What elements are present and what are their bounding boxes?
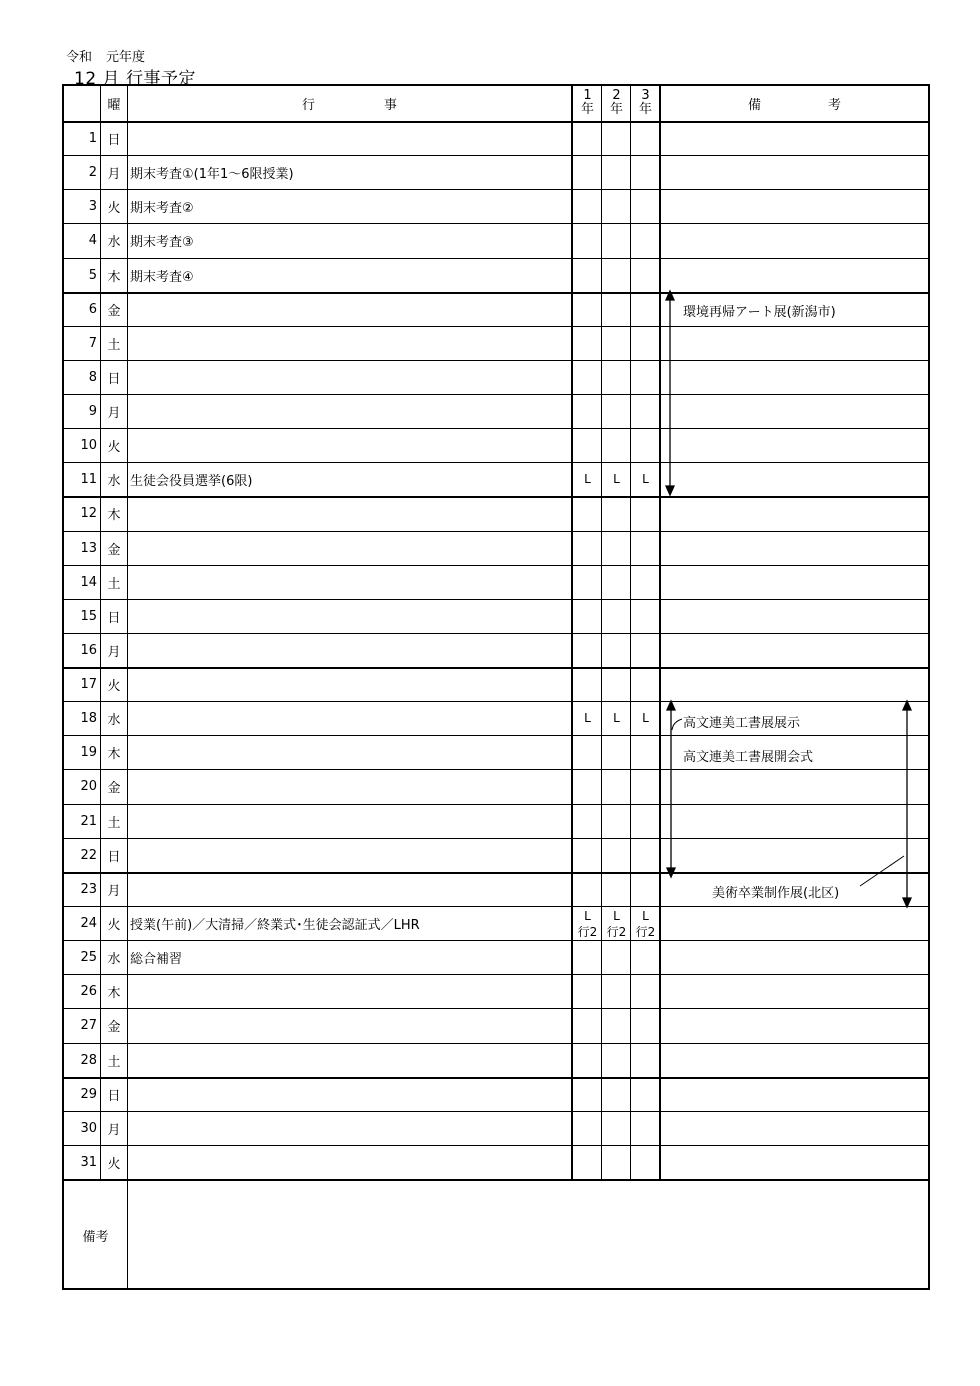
remark-exhibit-2: 高文連美工書展展示 (683, 716, 801, 731)
remark-exhibit-1: 環境再帰アート展(新潟市) (683, 305, 836, 320)
day-event: 期末考査④ (130, 270, 194, 285)
day-number: 25 (80, 950, 97, 965)
grade2-label: 年 (609, 102, 623, 117)
day-weekday: 土 (107, 338, 121, 353)
day-event: 期末考査①(1年1～6限授業) (130, 167, 294, 182)
day-weekday: 火 (107, 679, 121, 694)
day-number: 12 (80, 506, 97, 521)
day-number: 14 (80, 575, 97, 590)
remark-exhibit-3: 高文連美工書展開会式 (683, 750, 814, 765)
day-number: 21 (80, 814, 97, 829)
grade2-num: 2 (612, 88, 621, 103)
day-weekday: 日 (107, 850, 121, 865)
day-number: 24 (80, 916, 97, 931)
arrow-head-down-icon (666, 486, 674, 495)
day-weekday: 日 (107, 1089, 121, 1104)
day-number: 20 (80, 779, 97, 794)
day-weekday: 金 (107, 543, 121, 558)
month-number: 12 (74, 69, 97, 89)
remarks-header-1: 備 (748, 98, 762, 113)
day-event: 期末考査② (130, 201, 194, 216)
day-weekday: 木 (107, 986, 121, 1001)
day-weekday: 水 (107, 235, 121, 250)
day-number: 30 (80, 1121, 97, 1136)
day-weekday: 日 (107, 372, 121, 387)
day-weekday: 月 (107, 167, 121, 182)
day-number: 9 (88, 404, 97, 419)
mark-24-g1-top: L (584, 909, 591, 923)
title-text: 行事予定 (125, 69, 196, 89)
day-weekday: 金 (107, 304, 121, 319)
grade1-label: 年 (580, 102, 594, 117)
day-number: 16 (80, 643, 97, 658)
day-event: 授業(午前)／大清掃／終業式･生徒会認証式／LHR (130, 918, 420, 933)
day-event: 生徒会役員選挙(6限) (130, 474, 253, 489)
day-weekday: 火 (107, 918, 121, 933)
mark-24-g2-top: L (613, 909, 620, 923)
grade1-num: 1 (583, 88, 592, 103)
event-header-1: 行 (302, 98, 316, 113)
day-weekday: 火 (107, 1157, 121, 1172)
mark-24-g2-bottom: 行2 (606, 925, 627, 939)
arrow-head-up-icon (666, 291, 674, 300)
weekday-header: 曜 (107, 98, 121, 113)
day-event: 期末考査③ (130, 235, 194, 250)
event-header-2: 事 (384, 98, 398, 113)
mark-11-g3: L (642, 472, 649, 486)
day-number: 27 (80, 1018, 97, 1033)
era-year: 元 (106, 50, 120, 65)
day-number: 19 (80, 745, 97, 760)
month-label: 月 (102, 69, 121, 89)
day-number: 1 (88, 131, 97, 146)
day-weekday: 土 (107, 816, 121, 831)
remarks-header-2: 考 (828, 98, 842, 113)
day-weekday: 木 (107, 747, 121, 762)
day-weekday: 火 (107, 201, 121, 216)
day-number: 8 (88, 370, 97, 385)
day-weekday: 木 (107, 270, 121, 285)
day-weekday: 月 (107, 884, 121, 899)
day-number: 31 (80, 1155, 97, 1170)
day-weekday: 水 (107, 952, 121, 967)
mark-18-g2: L (613, 711, 620, 725)
era-name: 令和 (66, 50, 93, 65)
day-number: 7 (88, 336, 97, 351)
day-number: 3 (88, 199, 97, 214)
day-number: 28 (80, 1053, 97, 1068)
mark-11-g1: L (584, 472, 591, 486)
leader-line-1 (672, 719, 682, 730)
arrow-head-up-icon (903, 701, 911, 710)
day-number: 29 (80, 1087, 97, 1102)
day-weekday: 水 (107, 474, 121, 489)
footer-label: 備考 (82, 1229, 109, 1245)
mark-11-g2: L (613, 472, 620, 486)
day-weekday: 金 (107, 1020, 121, 1035)
day-number: 4 (88, 233, 97, 248)
leader-line-2 (860, 856, 904, 886)
arrow-head-down-icon (667, 868, 675, 877)
mark-24-g3-top: L (642, 909, 649, 923)
day-event: 総合補習 (130, 952, 183, 967)
day-number: 13 (80, 541, 97, 556)
day-weekday: 月 (107, 645, 121, 660)
day-weekday: 金 (107, 781, 121, 796)
day-weekday: 月 (107, 1123, 121, 1138)
day-number: 5 (88, 268, 97, 283)
day-number: 17 (80, 677, 97, 692)
day-number: 6 (88, 302, 97, 317)
day-number: 11 (80, 472, 97, 487)
day-weekday: 木 (107, 508, 121, 523)
day-number: 26 (80, 984, 97, 999)
day-number: 15 (80, 609, 97, 624)
day-number: 18 (80, 711, 97, 726)
mark-18-g3: L (642, 711, 649, 725)
mark-24-g3-bottom: 行2 (635, 925, 656, 939)
day-weekday: 土 (107, 1055, 121, 1070)
day-number: 23 (80, 882, 97, 897)
day-number: 2 (88, 165, 97, 180)
arrow-head-down-icon (903, 898, 911, 907)
day-number: 10 (80, 438, 97, 453)
day-weekday: 日 (107, 133, 121, 148)
remark-exhibit-4: 美術卒業制作展(北区) (712, 886, 840, 901)
day-number: 22 (80, 848, 97, 863)
day-weekday: 月 (107, 406, 121, 421)
mark-18-g1: L (584, 711, 591, 725)
day-weekday: 日 (107, 611, 121, 626)
arrow-head-up-icon (667, 701, 675, 710)
mark-24-g1-bottom: 行2 (577, 925, 598, 939)
grade3-label: 年 (638, 102, 652, 117)
year-label: 年度 (119, 50, 146, 65)
day-weekday: 土 (107, 577, 121, 592)
day-weekday: 火 (107, 440, 121, 455)
day-weekday: 水 (107, 713, 121, 728)
grade3-num: 3 (641, 88, 650, 103)
